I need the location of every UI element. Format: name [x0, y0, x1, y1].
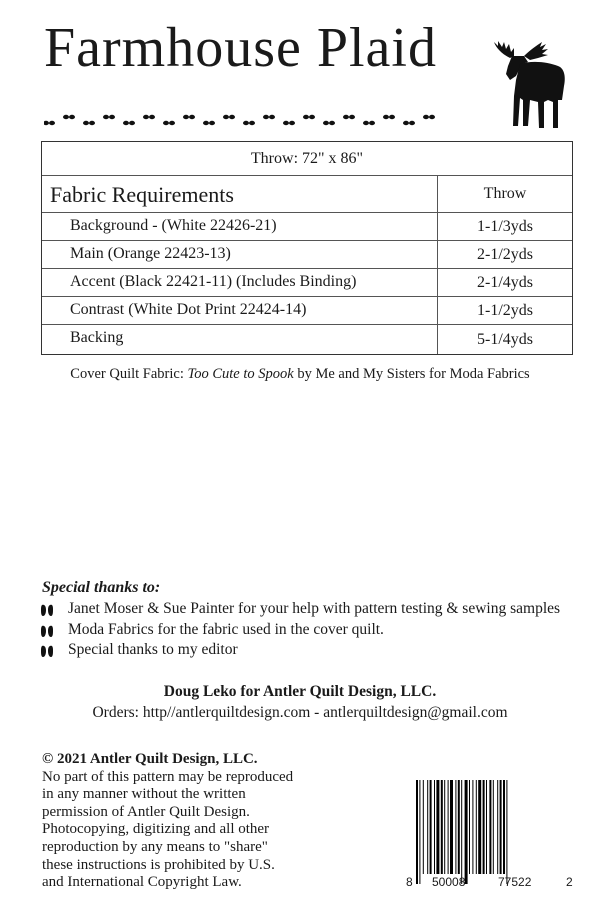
- table-row: [42, 296, 572, 324]
- copyright-line: © 2021 Antler Quilt Design, LLC.: [42, 751, 258, 767]
- page-title: Farmhouse Plaid: [44, 17, 437, 79]
- copyright-text: in any manner without the written: [42, 786, 246, 803]
- barcode-bar: [434, 780, 435, 874]
- orders-contact: Orders: http//antlerquiltdesign.com - antlerquiltdesign@gmail.com: [92, 704, 508, 721]
- table-row: [42, 324, 572, 353]
- thanks-text: Special thanks to my editor: [68, 641, 238, 658]
- copyright-text: reproduction by any means to "share": [42, 838, 268, 855]
- barcode-bar: [441, 780, 443, 874]
- barcode-bar: [430, 780, 432, 874]
- copyright-text: these instructions is prohibited by U.S.: [42, 856, 275, 873]
- thanks-text: Moda Fabrics for the fabric used in the cover quilt.: [68, 620, 384, 638]
- collection-name: Too Cute to Spook: [187, 366, 294, 382]
- table-row: [42, 212, 572, 240]
- copyright-text: Photocopying, digitizing and all other: [42, 821, 270, 838]
- copyright-text: permission of Antler Quilt Design.: [42, 803, 250, 820]
- barcode-bar: [423, 780, 424, 874]
- fabric-amount: 2-1/2yds: [477, 246, 533, 263]
- barcode-bar: [469, 780, 470, 874]
- fabric-amount: 1-1/2yds: [477, 302, 533, 319]
- barcode-digit: 77522: [498, 875, 532, 889]
- fabric-requirements-table: [41, 141, 573, 355]
- hoofprint-bullet-icon: [40, 603, 54, 617]
- list-item: [40, 600, 560, 621]
- barcode-digit: 2: [566, 875, 573, 889]
- barcode-bar: [497, 780, 498, 874]
- fabric-requirements-heading: Fabric Requirements: [50, 182, 234, 207]
- barcode-bar: [503, 780, 505, 874]
- barcode-bar: [493, 780, 494, 874]
- barcode-bar: [486, 780, 487, 874]
- list-item: [40, 641, 560, 662]
- barcode-bar: [489, 780, 491, 874]
- fabric-amount: 5-1/4yds: [477, 331, 533, 348]
- table-header-row: [42, 175, 572, 212]
- fabric-name: Backing: [70, 329, 124, 346]
- copyright-text: and International Copyright Law.: [42, 874, 242, 891]
- fabric-name: Contrast (White Dot Print 22424-14): [70, 301, 307, 318]
- thanks-heading: Special thanks to:: [42, 579, 161, 596]
- barcode-bar: [416, 780, 418, 884]
- list-item: [40, 621, 560, 642]
- fabric-name: Background - (White 22426-21): [70, 217, 277, 234]
- copyright-text: No part of this pattern may be reproduced: [42, 768, 294, 785]
- barcode-bar: [419, 780, 420, 884]
- barcode: [404, 780, 576, 890]
- quilt-size-label: Throw: 72" x 86": [250, 150, 364, 167]
- barcode-bar: [448, 780, 449, 874]
- company-name: Doug Leko for Antler Quilt Design, LLC.: [163, 683, 437, 700]
- barcode-bar: [461, 780, 462, 884]
- fabric-name: Main (Orange 22423-13): [70, 245, 231, 262]
- barcode-bar: [427, 780, 428, 874]
- hoofprint-bullet-icon: [40, 644, 54, 658]
- fabric-name: Accent (Black 22421-11) (Includes Binding): [70, 273, 357, 290]
- thanks-list: [40, 600, 560, 662]
- moose-icon: [486, 40, 570, 132]
- barcode-digit: 8: [406, 875, 413, 889]
- cover-note-prefix: Cover Quilt Fabric:: [70, 366, 188, 382]
- barcode-bar: [444, 780, 445, 874]
- barcode-bar: [478, 780, 481, 874]
- barcode-bar: [472, 780, 473, 874]
- barcode-digit: 50008: [432, 875, 466, 889]
- barcode-bar: [506, 780, 507, 884]
- barcode-bar: [500, 780, 502, 874]
- fabric-amount: 2-1/4yds: [477, 274, 533, 291]
- throw-column-header: Throw: [483, 185, 527, 202]
- hoofprint-bullet-icon: [40, 624, 54, 638]
- copyright-notice: [42, 751, 372, 892]
- barcode-bar: [476, 780, 477, 874]
- thanks-text: Janet Moser & Sue Painter for your help with pattern testing & sewing samples: [68, 600, 561, 617]
- barcode-bar: [483, 780, 485, 874]
- cover-fabric-note: [0, 366, 600, 383]
- barcode-bar: [465, 780, 468, 884]
- table-row: [42, 240, 572, 268]
- cover-note-suffix: by Me and My Sisters for Moda Fabrics: [293, 366, 530, 382]
- fabric-amount: 1-1/3yds: [477, 218, 533, 235]
- barcode-bar: [450, 780, 453, 874]
- barcode-bar: [455, 780, 456, 874]
- footprint-trail-icon: [44, 110, 444, 130]
- barcode-bar: [436, 780, 439, 874]
- table-row: [42, 268, 572, 296]
- barcode-bar: [458, 780, 460, 874]
